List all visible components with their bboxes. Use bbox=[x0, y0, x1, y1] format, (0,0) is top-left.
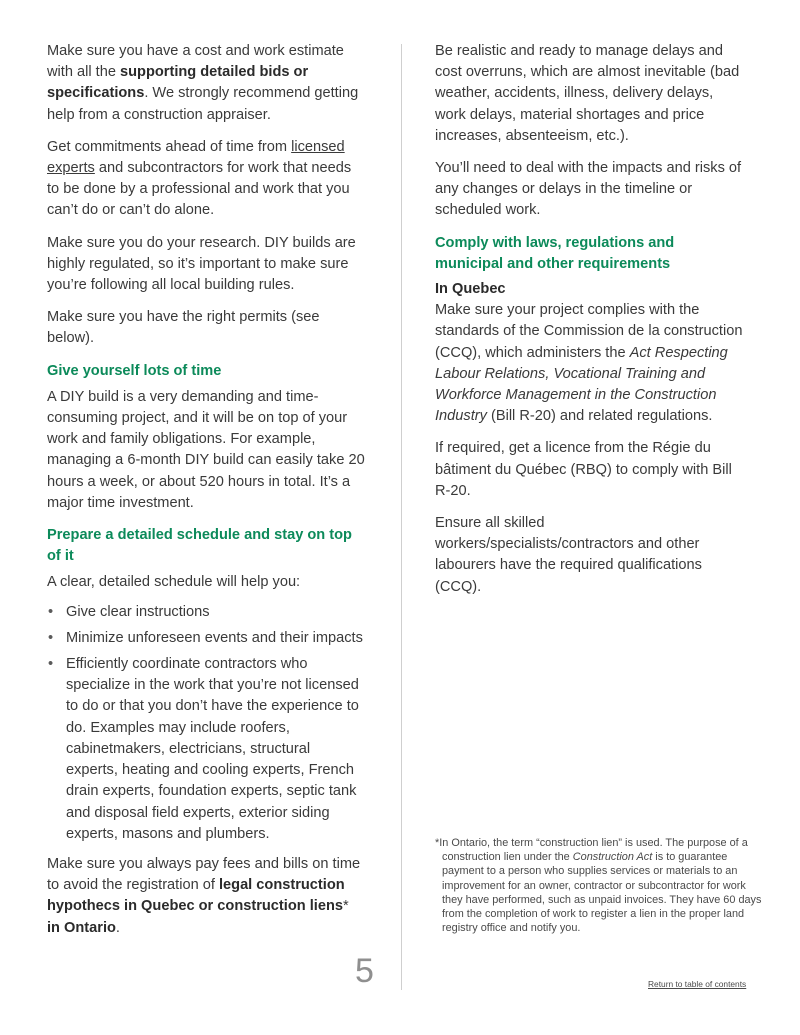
text-run: and subcontractors for work that needs to be done by a professional and work that you can’t do or can’t do alone. bbox=[47, 160, 352, 219]
rbq-paragraph: If required, get a licence from the Régie du bâtiment du Québec (RBQ) to comply with Bill R-20. bbox=[435, 440, 732, 499]
text-run: (Bill R-20) and related regulations. bbox=[486, 408, 713, 425]
section-heading-time: Give yourself lots of time bbox=[47, 362, 222, 379]
time-paragraph: A DIY build is a very demanding and time-consuming project, and it will be on top of your work and family obligations. For example, managing a 6-month DIY build can easily take 20 hours a week, or about 520 hours in total. It’s a major time investment. bbox=[47, 388, 365, 511]
text-run: Make sure you always pay fees and bills on time to avoid the registration of bbox=[47, 855, 361, 894]
list-item: • Give clear instructions bbox=[47, 602, 365, 623]
text-run: Make sure your project complies with the standards of the Commission de la construction (CCQ), which administers the bbox=[435, 302, 743, 361]
right-column bbox=[435, 41, 745, 609]
italic-text: Act Respecting Labour Relations, Vocational Training and Workforce Management in the Construction Industry bbox=[435, 344, 728, 425]
commitments-paragraph bbox=[47, 137, 365, 222]
page-number: 5 bbox=[355, 952, 374, 990]
qualifications-paragraph: Ensure all skilled workers/specialists/contractors and other labourers have the required qualifications (CCQ). bbox=[435, 515, 702, 595]
schedule-intro-paragraph: A clear, detailed schedule will help you: bbox=[47, 574, 301, 591]
column-divider bbox=[401, 44, 402, 990]
bold-text: legal construction hypothecs in Quebec or construction liens bbox=[47, 877, 345, 915]
return-to-toc-link[interactable]: Return to table of contents bbox=[648, 979, 747, 989]
section-heading-schedule: Prepare a detailed schedule and stay on top of it bbox=[47, 527, 352, 565]
permits-paragraph: Make sure you have the right permits (see below). bbox=[47, 309, 320, 347]
list-item: • Efficiently coordinate contractors who specialize in the work that you’re not licensed to do or that you don’t have the experience to do. Examples may include roofers, cabinetmakers, electricians, structural experts, heating and cooling experts, French drain experts, foundation experts, septic tank and disposal field experts, exterior siding experts, masons and plumbers. bbox=[47, 654, 365, 845]
text-run: is to guarantee payment to a person who supplies services or materials to an improvement for an owner, contractor or subcontractor for work they have performed, such as unpaid invoices. They have 60 days from the completion of work to register a lien in the proper land registry office and notify you. bbox=[442, 851, 762, 935]
text-run: . We strongly recommend getting help from a construction appraiser. bbox=[47, 85, 359, 123]
italic-text: Construction Act bbox=[572, 851, 653, 864]
text-run: *In Ontario, the term “construction lien” is used. The purpose of a construction lien under the bbox=[435, 837, 748, 864]
schedule-benefits-list bbox=[47, 602, 365, 845]
fees-paragraph bbox=[47, 854, 365, 939]
text-run: Make sure you have a cost and work estimate with all the bbox=[47, 43, 344, 81]
subheading-quebec: In Quebec bbox=[435, 281, 506, 298]
text-run: . bbox=[115, 919, 120, 936]
delays-paragraph: Be realistic and ready to manage delays and cost overruns, which are almost inevitable (bad weather, accidents, illness, delivery delays, work delays, material shortages and price increases, absenteeism, etc.). bbox=[435, 43, 740, 144]
licensed-experts-link[interactable]: licensed experts bbox=[47, 138, 345, 177]
research-paragraph: Make sure you do your research. DIY builds are highly regulated, so it’s important to make sure you’re following all local building rules. bbox=[47, 234, 356, 294]
footnote bbox=[435, 836, 764, 935]
estimate-paragraph bbox=[47, 41, 365, 126]
text-run: Get commitments ahead of time from bbox=[47, 138, 292, 155]
footnote-marker: * bbox=[342, 898, 349, 915]
impacts-paragraph: You’ll need to deal with the impacts and risks of any changes or delays in the timeline or scheduled work. bbox=[435, 160, 742, 219]
ccq-paragraph bbox=[435, 300, 745, 427]
bold-text: supporting detailed bids or specifications bbox=[47, 64, 309, 102]
left-column bbox=[47, 41, 365, 950]
bold-text: in Ontario bbox=[47, 919, 116, 936]
section-heading-comply: Comply with laws, regulations and municipal and other requirements bbox=[435, 234, 675, 272]
list-item: • Minimize unforeseen events and their impacts bbox=[47, 628, 365, 649]
